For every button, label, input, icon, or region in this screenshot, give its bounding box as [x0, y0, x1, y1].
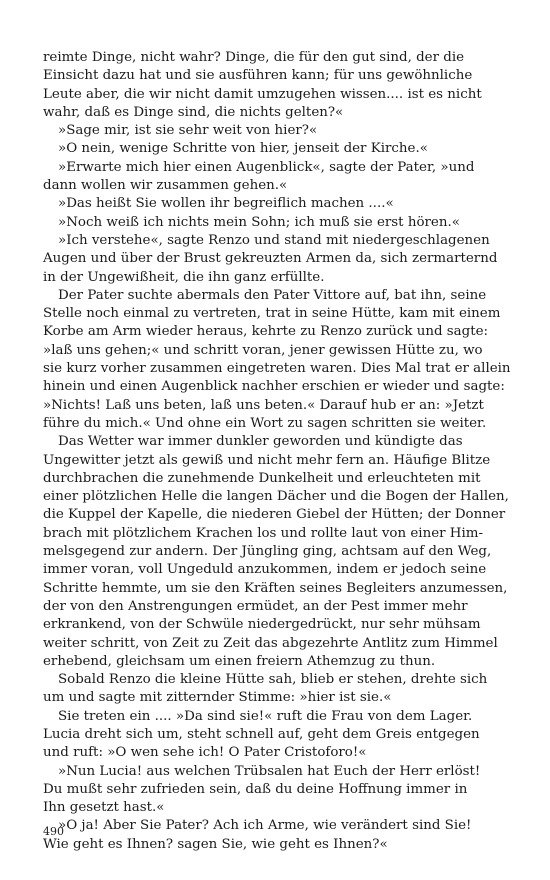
page-number: 490 [43, 825, 64, 838]
text-line: Einsicht dazu hat und sie ausführen kann; für uns gewöhnliche [43, 68, 473, 84]
text-line: Schritte hemmte, um sie den Kräften seines Begleiters anzumessen, [43, 580, 508, 596]
text-line: erkrankend, von der Schwüle niedergedrückt, nur sehr mühsam [43, 617, 481, 633]
text-line: »Ich verstehe«, sagte Renzo und stand mit niedergeschlagenen [58, 232, 490, 248]
text-line: Ihn gesetzt hast.« [43, 800, 165, 816]
text-line: Der Pater suchte abermals den Pater Vittore auf, bat ihn, seine [58, 287, 487, 303]
text-line: Stelle noch einmal zu vertreten, trat in seine Hütte, kam mit einem [43, 306, 501, 322]
text-line: Das Wetter war immer dunkler geworden und kündigte das [58, 434, 463, 450]
text-line: »O ja! Aber Sie Pater? Ach ich Arme, wie verändert sind Sie! [58, 818, 472, 834]
text-line: Sie treten ein .... »Da sind sie!« ruft die Frau von dem Lager. [58, 708, 473, 724]
text-line: der von den Anstrengungen ermüdet, an der Pest immer mehr [43, 598, 468, 614]
text-line: »O nein, wenige Schritte von hier, jenseit der Kirche.« [58, 141, 428, 157]
text-line: »Nichts! Laß uns beten, laß uns beten.« Darauf hub er an: »Jetzt [43, 397, 484, 413]
text-line: weiter schritt, von Zeit zu Zeit das abgezehrte Antlitz zum Himmel [43, 635, 498, 651]
text-line: Korbe am Arm wieder heraus, kehrte zu Renzo zurück und sagte: [43, 324, 489, 340]
text-line: Augen und über der Brust gekreuzten Armen da, sich zermarternd [43, 251, 498, 267]
text-line: Sobald Renzo die kleine Hütte sah, blieb er stehen, drehte sich [58, 672, 488, 688]
text-line: »Erwarte mich hier einen Augenblick«, sagte der Pater, »und [58, 159, 475, 175]
text-line: sie kurz vorher zusammen eingetreten waren. Dies Mal trat er allein [43, 361, 511, 377]
text-line: und ruft: »O wen sehe ich! O Pater Cristoforo!« [43, 745, 367, 761]
text-line: »Das heißt Sie wollen ihr begreiflich machen ....« [58, 196, 394, 212]
text-line: wahr, daß es Dinge sind, die nichts gelten?« [43, 104, 344, 120]
text-line: Leute aber, die wir nicht damit umzugehen wissen.... ist es nicht [43, 86, 482, 102]
text-line: dann wollen wir zusammen gehen.« [43, 178, 288, 194]
text-line: reimte Dinge, nicht wahr? Dinge, die für den gut sind, der die [43, 50, 465, 65]
text-line: melsgegend zur andern. Der Jüngling ging, achtsam auf den Weg, [43, 544, 492, 560]
text-line: erhebend, gleichsam um einen freiern Athemzug zu thun. [43, 653, 436, 669]
text-line: Ungewitter jetzt als gewiß und nicht mehr fern an. Häufige Blitze [43, 452, 491, 468]
text-line: die Kuppel der Kapelle, die niederen Giebel der Hütten; der Donner [43, 507, 506, 523]
text-line: »Noch weiß ich nichts mein Sohn; ich muß sie erst hören.« [58, 214, 460, 230]
text-line: durchbrachen die zunehmende Dunkelheit und erleuchteten mit [43, 470, 481, 486]
text-line: um und sagte mit zitternder Stimme: »hier ist sie.« [43, 690, 392, 706]
text-line: in der Ungewißheit, die ihn ganz erfüllte. [43, 269, 325, 285]
text-line: Wie geht es Ihnen? sagen Sie, wie geht es Ihnen?« [43, 836, 388, 852]
text-line: führe du mich.« Und ohne ein Wort zu sagen schritten sie weiter. [43, 415, 487, 431]
text-line: einer plötzlichen Helle die langen Dächer und die Bogen der Hallen, [43, 489, 509, 505]
body-text [43, 49, 511, 854]
text-line: »laß uns gehen;« und schritt voran, jener gewissen Hütte zu, wo [43, 342, 483, 358]
text-line: »Nun Lucia! aus welchen Trübsalen hat Euch der Herr erlöst! [58, 763, 481, 779]
text-line: Lucia dreht sich um, steht schnell auf, geht dem Greis entgegen [43, 726, 480, 742]
text-line: immer voran, voll Ungeduld anzukommen, indem er jedoch seine [43, 562, 487, 578]
text-line: Du mußt sehr zufrieden sein, daß du deine Hoffnung immer in [43, 781, 468, 797]
text-line: hinein und einen Augenblick nachher erschien er wieder und sagte: [43, 379, 505, 395]
text-line: »Sage mir, ist sie sehr weit von hier?« [58, 123, 318, 139]
text-line: brach mit plötzlichem Krachen los und rollte laut von einer Him- [43, 525, 483, 541]
